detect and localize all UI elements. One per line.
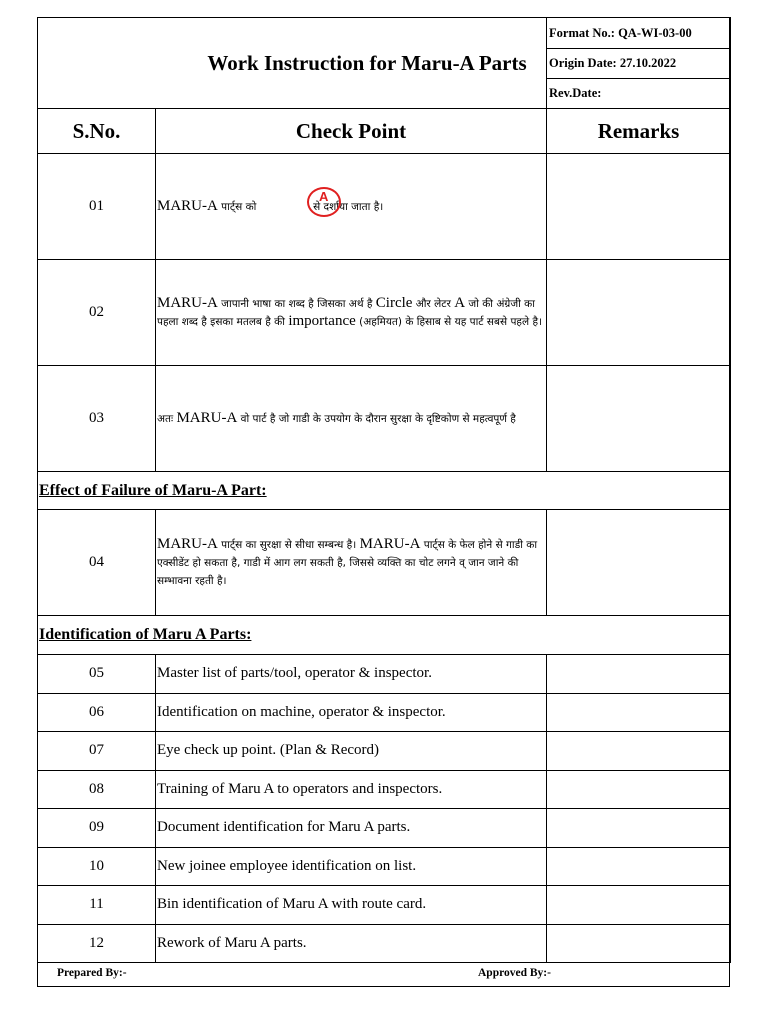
check-point-text: MARU-A — [176, 409, 238, 426]
circle-a-letter: A — [319, 189, 329, 204]
row-check-point — [156, 154, 547, 260]
row-sno: 12 — [38, 924, 156, 963]
check-point-text: पार्ट्स के फेल होने से गाडी का एक्सीडेंट हो सकता है, गाडी में आग लग सकती है, जिससे व्यक्ति का चोट लगने व् जान जाने की सम्भावना रहती है। — [157, 538, 538, 587]
check-point-text — [260, 201, 313, 213]
table-row — [38, 732, 731, 771]
table-row — [38, 847, 731, 886]
check-point-text: जो की अंग्रेजी का पहला शब्द है इसका मतलब है की — [157, 297, 535, 328]
row-check-point — [156, 260, 547, 366]
check-point-text: MARU-A — [359, 535, 421, 552]
approved-by-label: Approved By:- — [478, 967, 551, 979]
row-check-point: Document identification for Maru A parts. — [156, 809, 547, 848]
check-point-text: A — [454, 294, 466, 311]
origin-date: Origin Date: 27.10.2022 — [547, 49, 731, 79]
check-point-text: जापानी भाषा का शब्द है जिसका अर्थ है — [217, 297, 376, 310]
row-remarks — [547, 693, 731, 732]
table-row — [38, 366, 731, 472]
row-remarks — [547, 732, 731, 771]
row-sno: 04 — [38, 510, 156, 616]
row-check-point — [156, 366, 547, 472]
table-row — [38, 924, 731, 963]
check-point-text: पार्ट्स को — [217, 200, 260, 213]
column-header-sno: S.No. — [38, 109, 156, 154]
row-check-point: New joinee employee identification on list. — [156, 847, 547, 886]
document-title: Work Instruction for Maru-A Parts — [38, 18, 547, 109]
row-sno: 06 — [38, 693, 156, 732]
table-row — [38, 260, 731, 366]
table-row — [38, 655, 731, 694]
check-point-text: MARU-A — [157, 197, 218, 214]
table-row — [38, 886, 731, 925]
check-point-text: importance — [288, 312, 356, 329]
check-point-text: अतः — [157, 412, 177, 425]
row-remarks — [547, 260, 731, 366]
check-point-text: (अहमियत) के हिसाब से यह पार्ट सबसे पहले है। — [355, 315, 543, 328]
row-remarks — [547, 809, 731, 848]
format-number: Format No.: QA-WI-03-00 — [547, 18, 731, 49]
row-sno: 05 — [38, 655, 156, 694]
row-check-point: Rework of Maru A parts. — [156, 924, 547, 963]
row-sno: 09 — [38, 809, 156, 848]
section-heading-failure: Effect of Failure of Maru-A Part: — [38, 472, 731, 510]
check-point-text: से दर्शाया जाता है। — [313, 200, 384, 213]
row-remarks — [547, 924, 731, 963]
row-check-point: Master list of parts/tool, operator & inspector. — [156, 655, 547, 694]
table-row — [38, 693, 731, 732]
row-check-point: Bin identification of Maru A with route card. — [156, 886, 547, 925]
row-check-point — [156, 510, 547, 616]
revision-date: Rev.Date: — [547, 79, 731, 109]
row-remarks — [547, 366, 731, 472]
table-row — [38, 510, 731, 616]
column-header-check-point: Check Point — [156, 109, 547, 154]
table-row — [38, 770, 731, 809]
row-sno: 07 — [38, 732, 156, 771]
row-sno: 11 — [38, 886, 156, 925]
row-remarks — [547, 154, 731, 260]
row-remarks — [547, 847, 731, 886]
row-sno: 08 — [38, 770, 156, 809]
section-heading-identification: Identification of Maru A Parts: — [38, 616, 731, 655]
check-point-text: और लेटर — [412, 297, 455, 310]
row-sno: 03 — [38, 366, 156, 472]
work-instruction-table — [37, 17, 731, 963]
row-remarks — [547, 655, 731, 694]
row-sno: 02 — [38, 260, 156, 366]
row-sno: 10 — [38, 847, 156, 886]
row-remarks — [547, 886, 731, 925]
row-check-point: Identification on machine, operator & inspector. — [156, 693, 547, 732]
row-remarks — [547, 510, 731, 616]
check-point-text: MARU-A — [157, 535, 218, 552]
check-point-text: वो पार्ट है जो गाडी के उपयोग के दौरान सुरक्षा के दृष्टिकोण से महत्वपूर्ण है — [237, 412, 516, 425]
row-check-point: Eye check up point. (Plan & Record) — [156, 732, 547, 771]
table-row — [38, 154, 731, 260]
row-remarks — [547, 770, 731, 809]
check-point-text: पार्ट्स का सुरक्षा से सीधा सम्बन्ध है। — [217, 538, 360, 551]
column-header-remarks: Remarks — [547, 109, 731, 154]
check-point-text: Circle — [375, 294, 413, 311]
row-check-point: Training of Maru A to operators and inspectors. — [156, 770, 547, 809]
table-row — [38, 809, 731, 848]
check-point-text: MARU-A — [157, 294, 218, 311]
prepared-by-label: Prepared By:- — [57, 967, 127, 979]
row-sno: 01 — [38, 154, 156, 260]
